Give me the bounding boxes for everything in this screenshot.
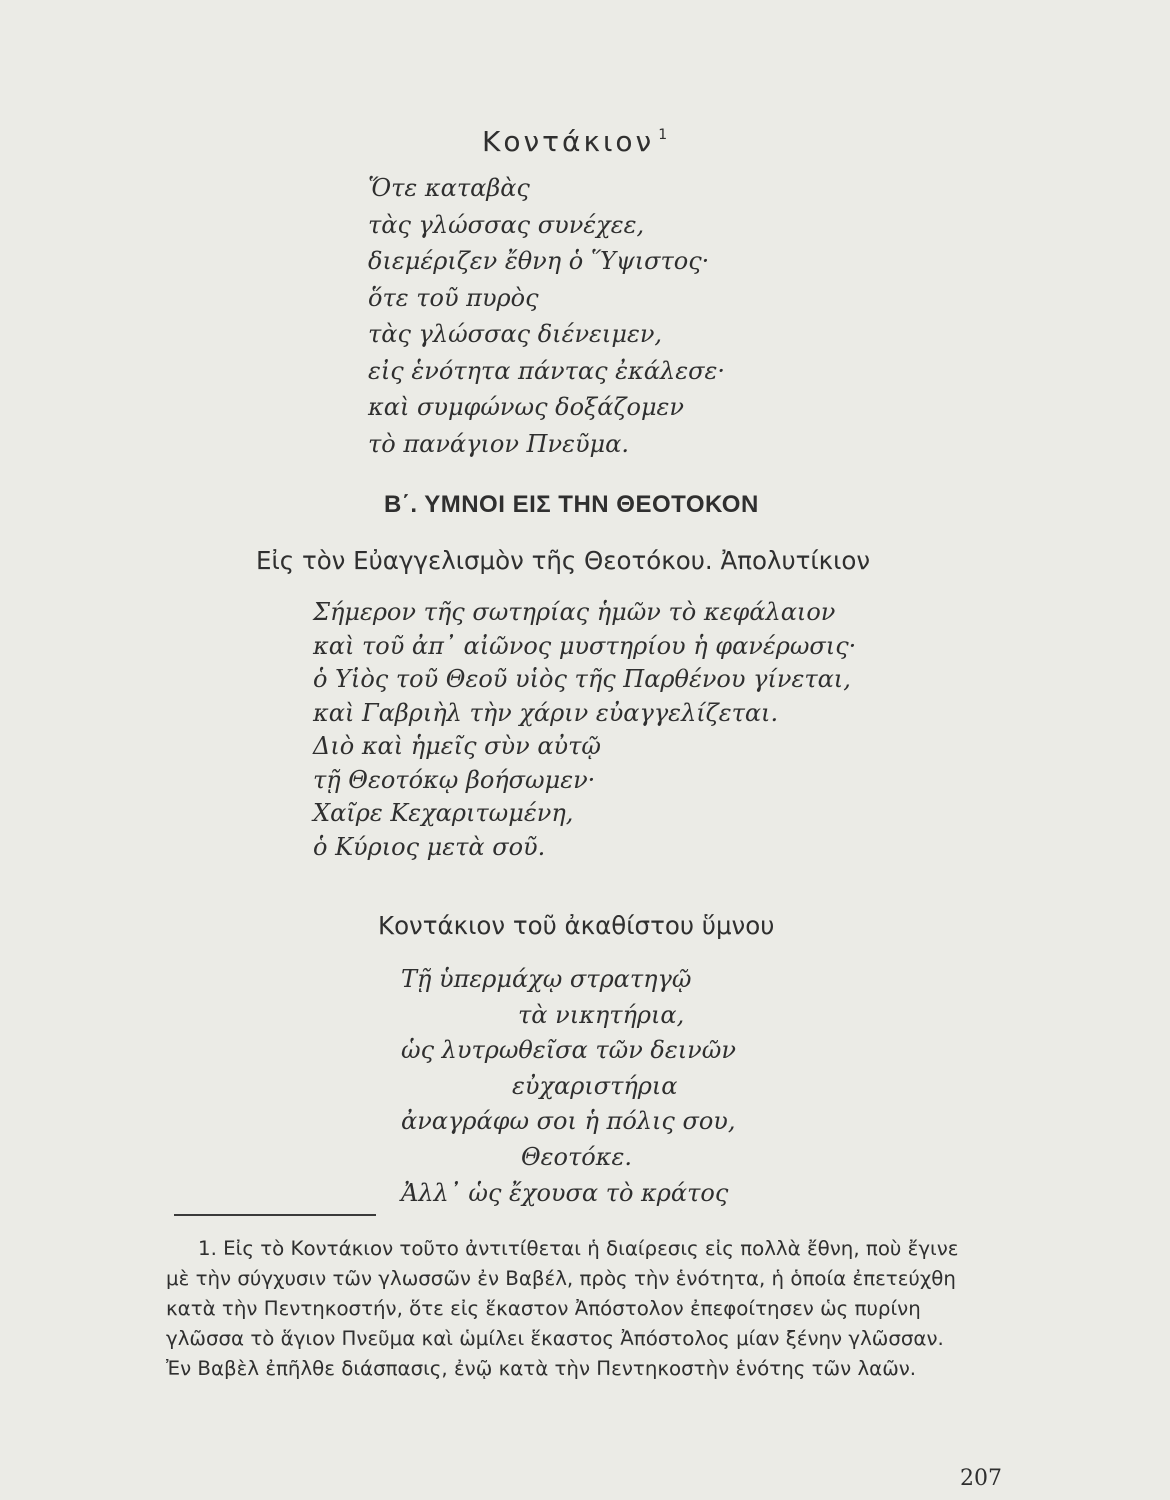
- verse-line: ὁ Κύριος μετὰ σοῦ.: [313, 832, 546, 861]
- verse-line: τῇ Θεοτόκῳ βοήσωμεν·: [313, 765, 596, 794]
- verse-line: ὡς λυτρωθεῖσα τῶν δεινῶν: [401, 1036, 736, 1065]
- footnote-marker: 1: [658, 127, 671, 143]
- footnote-line: γλῶσσα τὸ ἅγιον Πνεῦμα καὶ ὡμίλει ἕκαστος Ἀπόστολος μίαν ξένην γλῶσσαν.: [166, 1327, 944, 1350]
- footnote: [166, 1234, 1010, 1384]
- verse-line: ἀναγράφω σοι ἡ πόλις σου,: [401, 1107, 736, 1136]
- verse-line: Διὸ καὶ ἡμεῖς σὺν αὐτῷ: [313, 732, 601, 760]
- section-heading: Β΄. ΥΜΝΟΙ ΕΙΣ ΤΗΝ ΘΕΟΤΟΚΟΝ: [384, 491, 759, 518]
- apolytikion-title: Εἰς τὸν Εὐαγγελισμὸν τῆς Θεοτόκου. Ἀπολυτίκιον: [256, 546, 871, 575]
- verse-line: τὰς γλώσσας διένειμεν,: [368, 320, 663, 348]
- verse-line: καὶ τοῦ ἀπ᾿ αἰῶνος μυστηρίου ἡ φανέρωσις·: [313, 631, 857, 660]
- apolytikion-verse: [313, 596, 856, 864]
- verse-line: καὶ Γαβριὴλ τὴν χάριν εὐαγγελίζεται.: [313, 698, 779, 727]
- footnote-line: 1. Εἰς τὸ Κοντάκιον τοῦτο ἀντιτίθεται ἡ διαίρεσις εἰς πολλὰ ἔθνη, ποὺ ἔγινε: [198, 1237, 959, 1260]
- verse-line: εὐχαριστήρια: [512, 1071, 678, 1100]
- verse-line: καὶ συμφώνως δοξάζομεν: [368, 393, 685, 421]
- verse-line: τὸ πανάγιον Πνεῦμα.: [368, 429, 629, 458]
- verse-line: ὅτε τοῦ πυρὸς: [368, 283, 539, 312]
- verse-line: Ἀλλ᾿ ὡς ἔχουσα τὸ κράτος: [401, 1178, 729, 1207]
- verse-line: Τῇ ὑπερμάχῳ στρατηγῷ: [401, 965, 692, 993]
- verse-line: τὰς γλώσσας συνέχεε,: [368, 210, 645, 239]
- akathist-title: Κοντάκιον τοῦ ἀκαθίστου ὕμνου: [378, 911, 775, 940]
- verse-line: Θεοτόκε.: [521, 1142, 632, 1171]
- verse-line: Σήμερον τῆς σωτηρίας ἡμῶν τὸ κεφάλαιον: [313, 598, 836, 626]
- footnote-line: Ἐν Βαβὲλ ἐπῆλθε διάσπασις, ἐνῷ κατὰ τὴν Πεντηκοστὴν ἑνότης τῶν λαῶν.: [166, 1357, 917, 1380]
- verse-line: διεμέριζεν ἔθνη ὁ Ὕψιστος·: [368, 247, 710, 275]
- kontakion-title-text: Κοντάκιον: [482, 125, 655, 158]
- footnote-line: μὲ τὴν σύγχυσιν τῶν γλωσσῶν ἐν Βαβέλ, πρὸς τὴν ἑνότητα, ἡ ὁποία ἐπετεύχθη: [166, 1267, 956, 1290]
- kontakion-verse: [368, 170, 725, 462]
- page-number: 207: [960, 1466, 1002, 1491]
- verse-line: ὁ Υἱὸς τοῦ Θεοῦ υἱὸς τῆς Παρθένου γίνεται,: [313, 665, 851, 693]
- verse-line: εἰς ἑνότητα πάντας ἐκάλεσε·: [368, 356, 725, 385]
- akathist-verse: [401, 962, 736, 1211]
- verse-line: Ὅτε καταβὰς: [368, 174, 530, 202]
- verse-line: Χαῖρε Κεχαριτωμένη,: [313, 799, 574, 827]
- footnote-divider: [174, 1214, 376, 1216]
- kontakion-title: [482, 125, 670, 158]
- footnote-line: κατὰ τὴν Πεντηκοστήν, ὅτε εἰς ἕκαστον Ἀπόστολον ἐπεφοίτησεν ὡς πυρίνη: [166, 1297, 921, 1320]
- verse-line: τὰ νικητήρια,: [518, 1000, 685, 1029]
